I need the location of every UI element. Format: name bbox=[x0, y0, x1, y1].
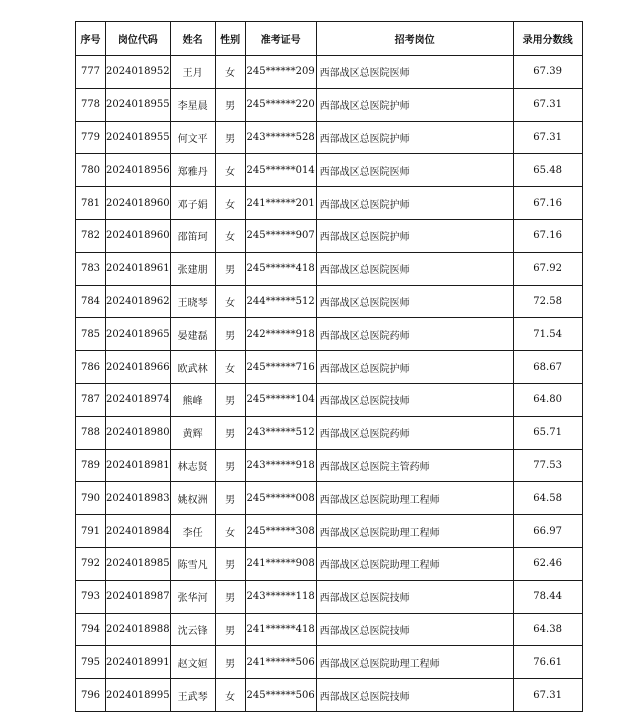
cell-exam-id: 245******716 bbox=[245, 351, 316, 384]
cell-score: 65.48 bbox=[513, 154, 582, 187]
cell-exam-id: 245******104 bbox=[245, 383, 316, 416]
cell-serial: 796 bbox=[76, 679, 106, 712]
cell-post-code: 2024018960 bbox=[106, 187, 171, 220]
table-row bbox=[76, 252, 583, 285]
cell-position: 西部战区总医院护师 bbox=[316, 187, 513, 220]
cell-post-code: 2024018981 bbox=[106, 449, 171, 482]
cell-serial: 794 bbox=[76, 613, 106, 646]
cell-position: 西部战区总医院护师 bbox=[316, 121, 513, 154]
cell-gender: 女 bbox=[215, 154, 245, 187]
cell-exam-id: 243******918 bbox=[245, 449, 316, 482]
cell-exam-id: 243******528 bbox=[245, 121, 316, 154]
cell-exam-id: 241******418 bbox=[245, 613, 316, 646]
cell-post-code: 2024018952 bbox=[106, 56, 171, 89]
cell-name: 邵笛珂 bbox=[170, 219, 215, 252]
cell-gender: 男 bbox=[215, 318, 245, 351]
table-row bbox=[76, 679, 583, 712]
cell-name: 何文平 bbox=[170, 121, 215, 154]
cell-name: 邓子娟 bbox=[170, 187, 215, 220]
cell-post-code: 2024018983 bbox=[106, 482, 171, 515]
cell-exam-id: 241******908 bbox=[245, 547, 316, 580]
cell-serial: 782 bbox=[76, 219, 106, 252]
table-row bbox=[76, 351, 583, 384]
cell-post-code: 2024018961 bbox=[106, 252, 171, 285]
cell-score: 76.61 bbox=[513, 646, 582, 679]
cell-gender: 男 bbox=[215, 383, 245, 416]
score-table bbox=[75, 21, 583, 712]
cell-serial: 783 bbox=[76, 252, 106, 285]
cell-gender: 女 bbox=[215, 56, 245, 89]
cell-gender: 男 bbox=[215, 613, 245, 646]
table-row bbox=[76, 121, 583, 154]
cell-serial: 793 bbox=[76, 580, 106, 613]
table-row bbox=[76, 285, 583, 318]
cell-serial: 788 bbox=[76, 416, 106, 449]
cell-post-code: 2024018962 bbox=[106, 285, 171, 318]
cell-exam-id: 245******008 bbox=[245, 482, 316, 515]
cell-position: 西部战区总医院护师 bbox=[316, 88, 513, 121]
cell-position: 西部战区总医院技师 bbox=[316, 580, 513, 613]
cell-position: 西部战区总医院医师 bbox=[316, 56, 513, 89]
cell-post-code: 2024018995 bbox=[106, 679, 171, 712]
cell-position: 西部战区总医院技师 bbox=[316, 679, 513, 712]
table-row bbox=[76, 613, 583, 646]
cell-name: 陈雪凡 bbox=[170, 547, 215, 580]
cell-position: 西部战区总医院技师 bbox=[316, 613, 513, 646]
header-post-code: 岗位代码 bbox=[106, 22, 171, 56]
cell-position: 西部战区总医院护师 bbox=[316, 219, 513, 252]
cell-gender: 女 bbox=[215, 187, 245, 220]
cell-exam-id: 243******512 bbox=[245, 416, 316, 449]
cell-gender: 男 bbox=[215, 121, 245, 154]
cell-score: 64.58 bbox=[513, 482, 582, 515]
table-row bbox=[76, 154, 583, 187]
cell-exam-id: 245******220 bbox=[245, 88, 316, 121]
cell-score: 67.92 bbox=[513, 252, 582, 285]
cell-position: 西部战区总医院助理工程师 bbox=[316, 515, 513, 548]
cell-serial: 780 bbox=[76, 154, 106, 187]
cell-serial: 787 bbox=[76, 383, 106, 416]
header-score: 录用分数线 bbox=[513, 22, 582, 56]
cell-name: 张华河 bbox=[170, 580, 215, 613]
cell-name: 林志贤 bbox=[170, 449, 215, 482]
cell-position: 西部战区总医院药师 bbox=[316, 318, 513, 351]
cell-gender: 女 bbox=[215, 285, 245, 318]
header-exam-id: 准考证号 bbox=[245, 22, 316, 56]
cell-post-code: 2024018955 bbox=[106, 88, 171, 121]
cell-name: 欧武林 bbox=[170, 351, 215, 384]
cell-serial: 784 bbox=[76, 285, 106, 318]
table-row bbox=[76, 580, 583, 613]
table-row bbox=[76, 56, 583, 89]
cell-position: 西部战区总医院药师 bbox=[316, 416, 513, 449]
cell-name: 晏建磊 bbox=[170, 318, 215, 351]
header-name: 姓名 bbox=[170, 22, 215, 56]
cell-score: 78.44 bbox=[513, 580, 582, 613]
cell-post-code: 2024018956 bbox=[106, 154, 171, 187]
cell-score: 67.39 bbox=[513, 56, 582, 89]
cell-score: 71.54 bbox=[513, 318, 582, 351]
cell-name: 赵文姮 bbox=[170, 646, 215, 679]
cell-score: 67.31 bbox=[513, 679, 582, 712]
table-row bbox=[76, 416, 583, 449]
table-row bbox=[76, 318, 583, 351]
cell-gender: 女 bbox=[215, 219, 245, 252]
cell-serial: 785 bbox=[76, 318, 106, 351]
cell-name: 张建朋 bbox=[170, 252, 215, 285]
cell-score: 67.16 bbox=[513, 187, 582, 220]
cell-serial: 786 bbox=[76, 351, 106, 384]
cell-gender: 男 bbox=[215, 416, 245, 449]
cell-serial: 790 bbox=[76, 482, 106, 515]
cell-score: 67.31 bbox=[513, 121, 582, 154]
cell-exam-id: 241******201 bbox=[245, 187, 316, 220]
cell-post-code: 2024018966 bbox=[106, 351, 171, 384]
cell-score: 72.58 bbox=[513, 285, 582, 318]
cell-score: 64.38 bbox=[513, 613, 582, 646]
header-serial: 序号 bbox=[76, 22, 106, 56]
cell-position: 西部战区总医院技师 bbox=[316, 383, 513, 416]
cell-position: 西部战区总医院助理工程师 bbox=[316, 646, 513, 679]
cell-post-code: 2024018987 bbox=[106, 580, 171, 613]
cell-name: 沈云锋 bbox=[170, 613, 215, 646]
cell-serial: 792 bbox=[76, 547, 106, 580]
cell-post-code: 2024018955 bbox=[106, 121, 171, 154]
cell-exam-id: 244******512 bbox=[245, 285, 316, 318]
cell-post-code: 2024018991 bbox=[106, 646, 171, 679]
cell-post-code: 2024018988 bbox=[106, 613, 171, 646]
cell-position: 西部战区总医院医师 bbox=[316, 154, 513, 187]
cell-gender: 男 bbox=[215, 449, 245, 482]
cell-score: 64.80 bbox=[513, 383, 582, 416]
cell-exam-id: 242******918 bbox=[245, 318, 316, 351]
cell-gender: 男 bbox=[215, 646, 245, 679]
cell-name: 李任 bbox=[170, 515, 215, 548]
table-row bbox=[76, 187, 583, 220]
cell-exam-id: 245******506 bbox=[245, 679, 316, 712]
table-row bbox=[76, 515, 583, 548]
table-row bbox=[76, 547, 583, 580]
cell-serial: 781 bbox=[76, 187, 106, 220]
cell-post-code: 2024018960 bbox=[106, 219, 171, 252]
table-row bbox=[76, 383, 583, 416]
cell-score: 66.97 bbox=[513, 515, 582, 548]
cell-exam-id: 243******118 bbox=[245, 580, 316, 613]
cell-exam-id: 245******308 bbox=[245, 515, 316, 548]
cell-position: 西部战区总医院护师 bbox=[316, 351, 513, 384]
cell-gender: 男 bbox=[215, 482, 245, 515]
cell-exam-id: 245******907 bbox=[245, 219, 316, 252]
cell-gender: 男 bbox=[215, 88, 245, 121]
cell-exam-id: 245******209 bbox=[245, 56, 316, 89]
cell-post-code: 2024018980 bbox=[106, 416, 171, 449]
table-row bbox=[76, 646, 583, 679]
cell-serial: 777 bbox=[76, 56, 106, 89]
cell-position: 西部战区总医院医师 bbox=[316, 252, 513, 285]
table-row bbox=[76, 88, 583, 121]
cell-gender: 男 bbox=[215, 580, 245, 613]
cell-position: 西部战区总医院助理工程师 bbox=[316, 547, 513, 580]
cell-position: 西部战区总医院医师 bbox=[316, 285, 513, 318]
cell-exam-id: 245******418 bbox=[245, 252, 316, 285]
cell-exam-id: 245******014 bbox=[245, 154, 316, 187]
cell-post-code: 2024018984 bbox=[106, 515, 171, 548]
cell-exam-id: 241******506 bbox=[245, 646, 316, 679]
header-row bbox=[76, 22, 583, 56]
cell-name: 郑雅丹 bbox=[170, 154, 215, 187]
header-gender: 性别 bbox=[215, 22, 245, 56]
cell-gender: 女 bbox=[215, 515, 245, 548]
table-row bbox=[76, 482, 583, 515]
cell-name: 黄辉 bbox=[170, 416, 215, 449]
cell-name: 李星晨 bbox=[170, 88, 215, 121]
header-position: 招考岗位 bbox=[316, 22, 513, 56]
cell-score: 67.16 bbox=[513, 219, 582, 252]
cell-serial: 789 bbox=[76, 449, 106, 482]
table-row bbox=[76, 449, 583, 482]
cell-post-code: 2024018985 bbox=[106, 547, 171, 580]
cell-post-code: 2024018965 bbox=[106, 318, 171, 351]
cell-name: 王月 bbox=[170, 56, 215, 89]
cell-name: 王晓琴 bbox=[170, 285, 215, 318]
cell-position: 西部战区总医院助理工程师 bbox=[316, 482, 513, 515]
cell-gender: 男 bbox=[215, 252, 245, 285]
cell-score: 65.71 bbox=[513, 416, 582, 449]
cell-score: 68.67 bbox=[513, 351, 582, 384]
cell-serial: 779 bbox=[76, 121, 106, 154]
cell-serial: 795 bbox=[76, 646, 106, 679]
cell-serial: 791 bbox=[76, 515, 106, 548]
cell-score: 77.53 bbox=[513, 449, 582, 482]
cell-post-code: 2024018974 bbox=[106, 383, 171, 416]
cell-position: 西部战区总医院主管药师 bbox=[316, 449, 513, 482]
cell-name: 熊峰 bbox=[170, 383, 215, 416]
cell-serial: 778 bbox=[76, 88, 106, 121]
cell-gender: 女 bbox=[215, 351, 245, 384]
cell-gender: 男 bbox=[215, 547, 245, 580]
cell-gender: 女 bbox=[215, 679, 245, 712]
cell-name: 王武琴 bbox=[170, 679, 215, 712]
cell-score: 67.31 bbox=[513, 88, 582, 121]
cell-name: 姚权洲 bbox=[170, 482, 215, 515]
table-row bbox=[76, 219, 583, 252]
cell-score: 62.46 bbox=[513, 547, 582, 580]
